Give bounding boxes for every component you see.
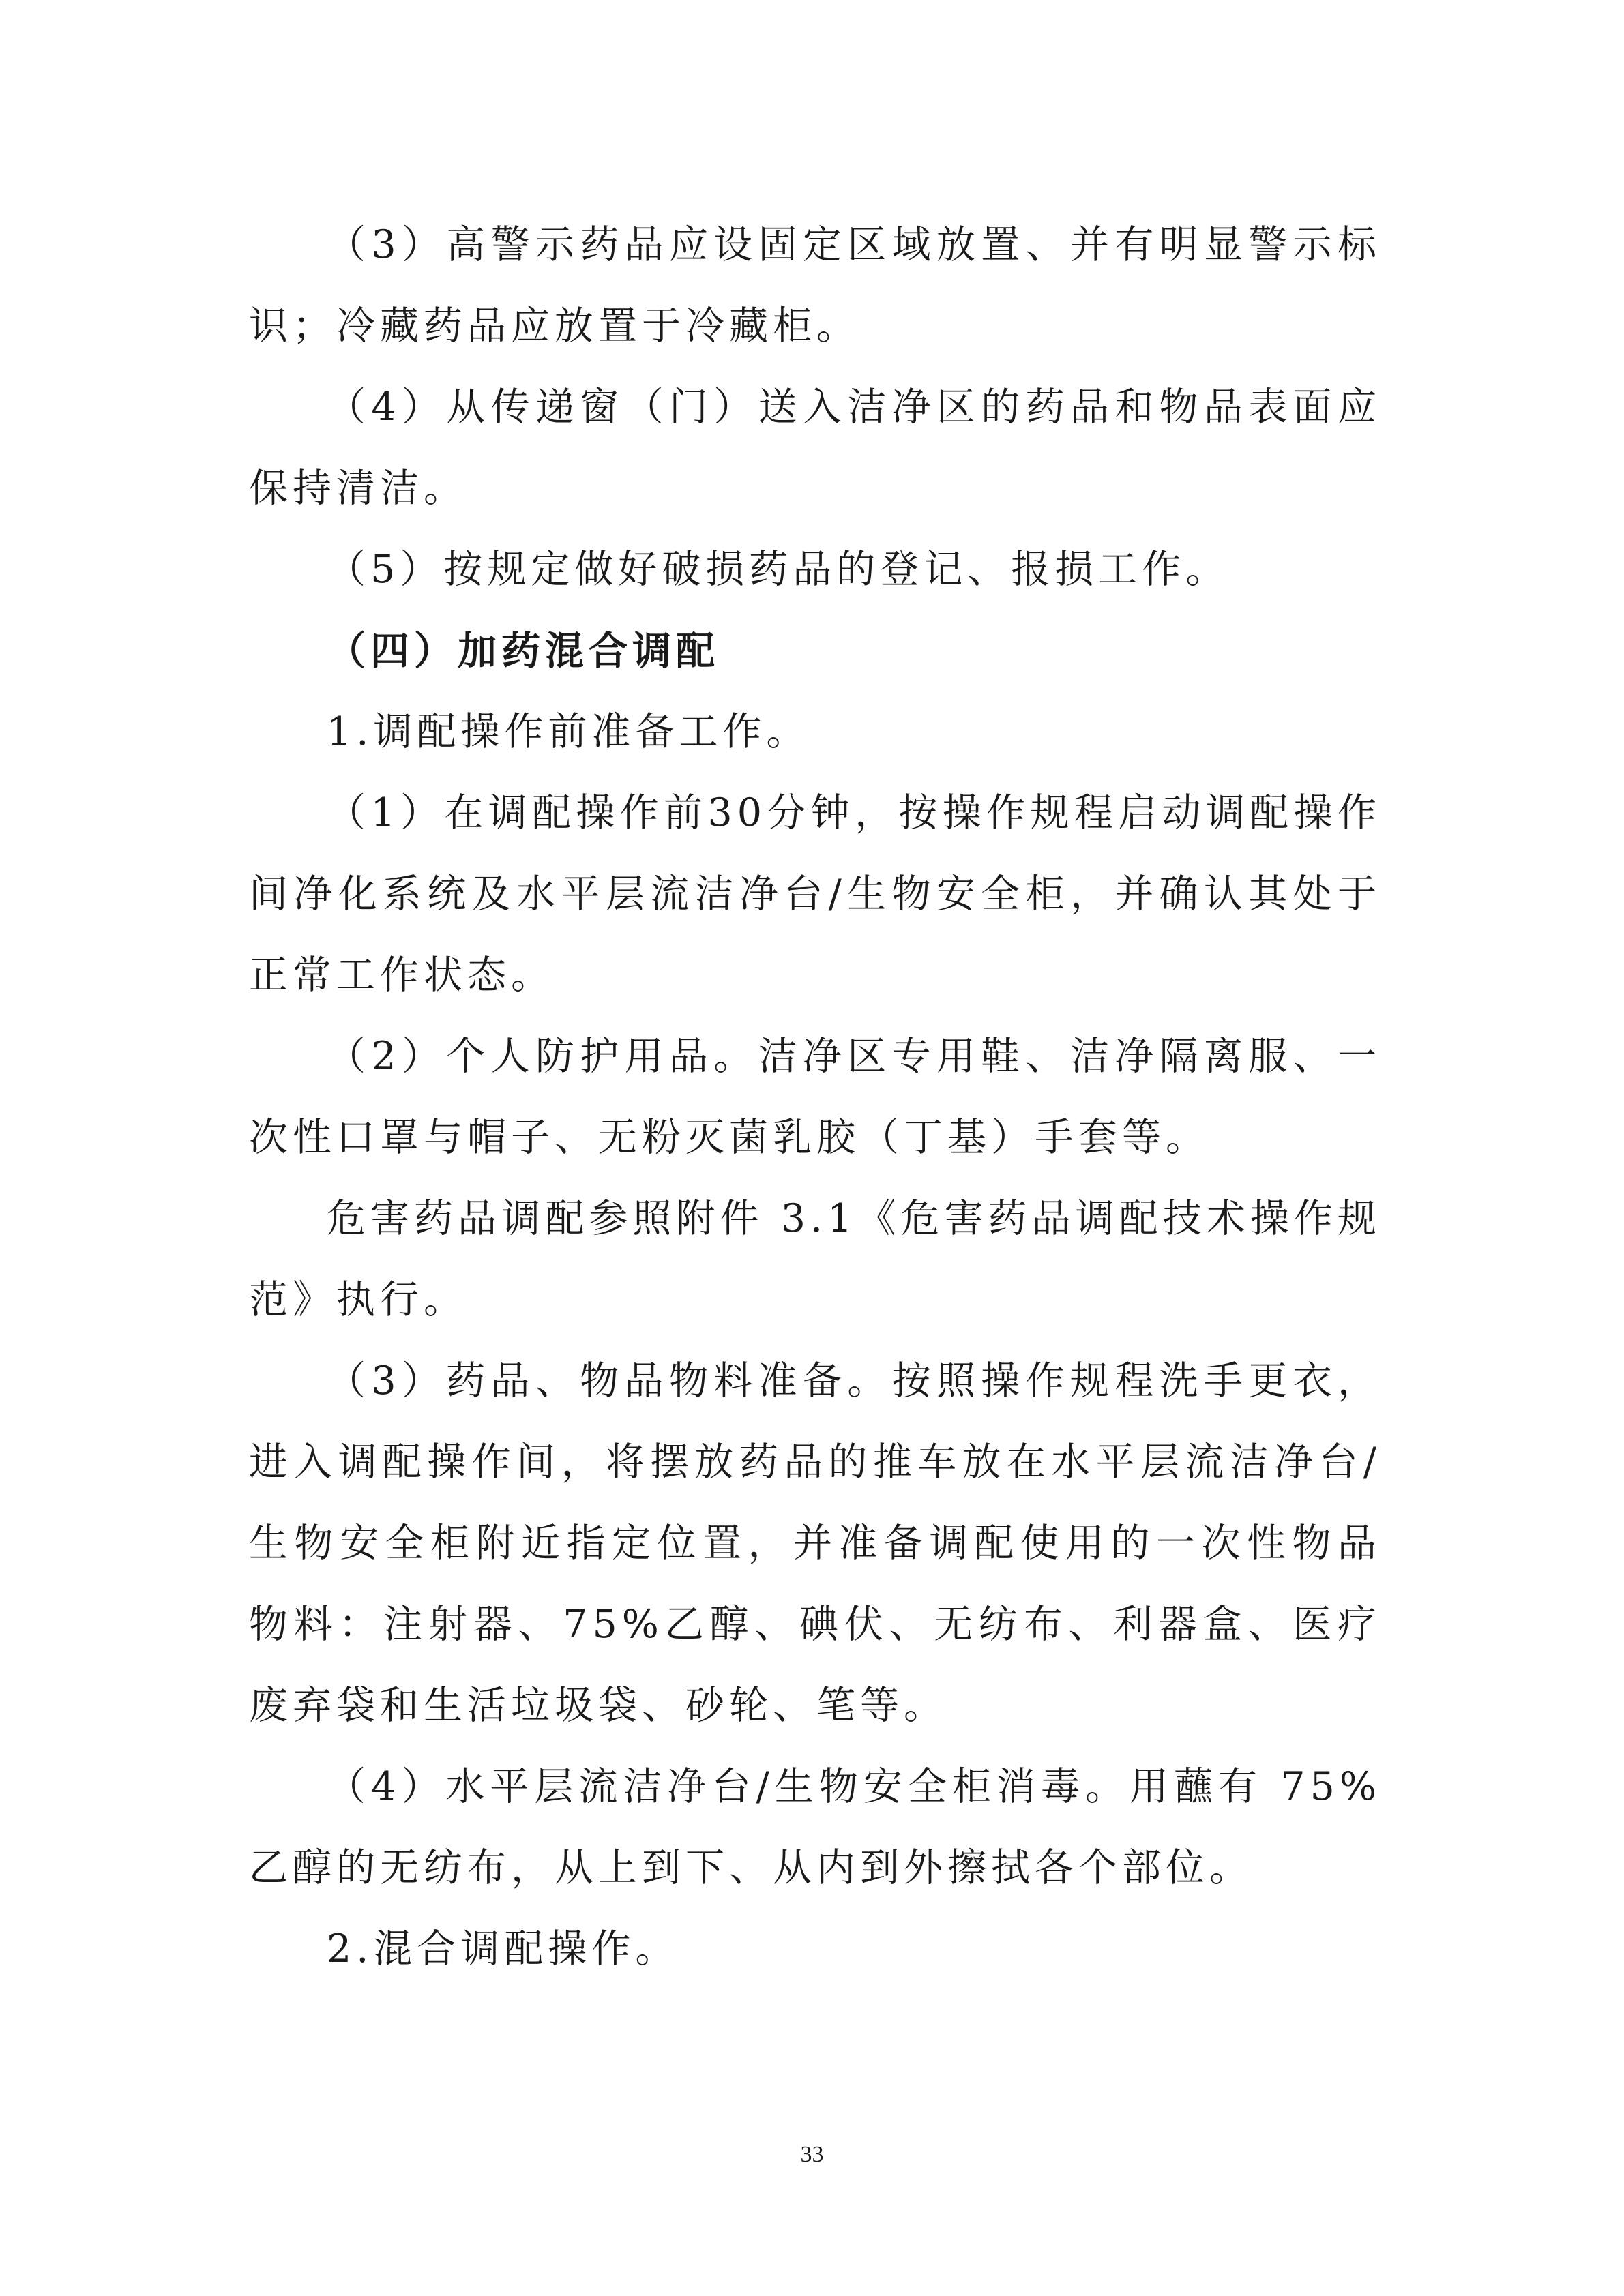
paragraph-high-alert-drugs: （3）高警示药品应设固定区域放置、并有明显警示标识；冷藏药品应放置于冷藏柜。 (249, 222, 1381, 348)
page-number: 33 (800, 2142, 824, 2167)
section-heading-mixing: （四）加药混合调配 (327, 628, 720, 674)
paragraph-pass-window: （4）从传递窗（门）送入洁净区的药品和物品表面应保持清洁。 (249, 385, 1381, 511)
subheading-mixing-operation: 2.混合调配操作。 (327, 1926, 679, 1971)
paragraph-start-system: （1）在调配操作前30分钟，按操作规程启动调配操作间净化系统及水平层流洁净台/生物安全柜，并确认其处于正常工作状态。 (249, 790, 1381, 998)
paragraph-damaged-drugs: （5）按规定做好破损药品的登记、报损工作。 (327, 547, 1230, 592)
paragraph-materials-preparation: （3）药品、物品物料准备。按照操作规程洗手更衣，进入调配操作间，将摆放药品的推车放在水平层流洁净台/生物安全柜附近指定位置，并准备调配使用的一次性物品物料：注射器、75%乙醇、碘伏、无纺布、利器盒、医疗废弃袋和生活垃圾袋、砂轮、笔等。 (249, 1358, 1381, 1728)
paragraph-cabinet-disinfection: （4）水平层流洁净台/生物安全柜消毒。用蘸有 75%乙醇的无纺布，从上到下、从内到外擦拭各个部位。 (249, 1764, 1381, 1890)
subheading-preparation: 1.调配操作前准备工作。 (327, 709, 810, 754)
paragraph-protective-equipment: （2）个人防护用品。洁净区专用鞋、洁净隔离服、一次性口罩与帽子、无粉灭菌乳胶（丁基）手套等。 (249, 1034, 1381, 1160)
document-body (249, 205, 1381, 1990)
paragraph-hazardous-drugs-reference: 危害药品调配参照附件 3.1《危害药品调配技术操作规范》执行。 (249, 1196, 1381, 1322)
